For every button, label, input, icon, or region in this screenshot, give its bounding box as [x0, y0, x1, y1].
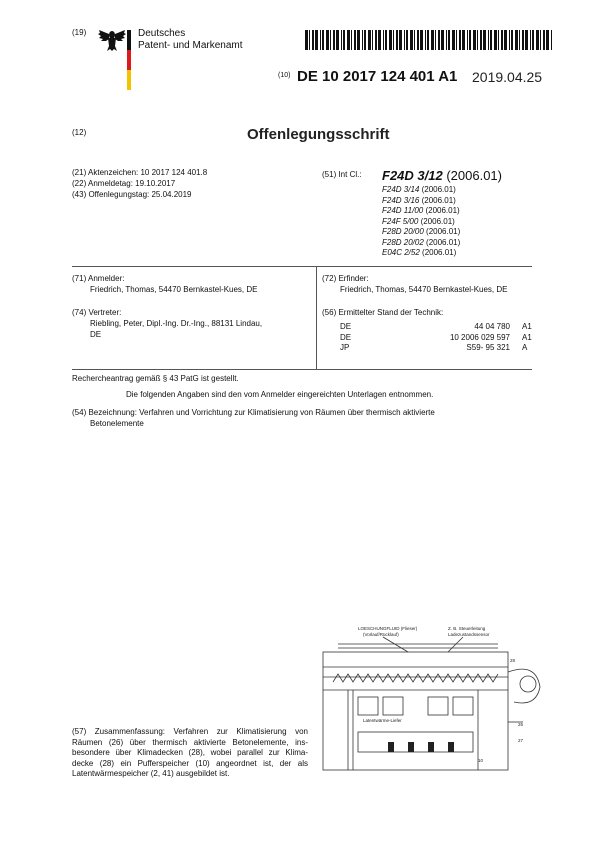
barcode-bar: [459, 30, 461, 50]
ipc-version: (2006.01): [420, 216, 455, 226]
abstract-line: decke (28) ein Pufferspeicher (10) angeordnet ist, der als: [72, 758, 308, 768]
barcode-bar: [417, 30, 419, 50]
inid-code-19: (19): [72, 28, 87, 37]
representative-label: (74) Vertreter:: [72, 308, 122, 317]
figure-label-mid: Latentwärme-Liefer: [363, 718, 402, 723]
ipc-main: [382, 168, 502, 183]
barcode-bar: [410, 30, 413, 50]
barcode-bar: [490, 30, 492, 50]
barcode-bar: [406, 30, 408, 50]
prior-art-kind: A1: [522, 322, 532, 331]
barcode-bar: [362, 30, 363, 50]
barcode-bar: [309, 30, 310, 50]
barcode-bar: [452, 30, 455, 50]
ipc-list: [382, 185, 460, 259]
office-name-line1: Deutsches: [138, 28, 186, 39]
barcode-bar: [351, 30, 352, 50]
ipc-code: F24D 3/14: [382, 185, 420, 194]
barcode-bar: [368, 30, 371, 50]
barcode-bar: [375, 30, 377, 50]
german-flag-stripe: [127, 30, 131, 90]
publication-date-line: (43) Offenlegungstag: 25.04.2019: [72, 190, 192, 199]
office-name-line2: Patent- und Markenamt: [138, 40, 243, 51]
search-request-note: Rechercheantrag gemäß § 43 PatG ist gestellt.: [72, 374, 239, 383]
barcode-bar: [305, 30, 308, 50]
barcode-bar: [536, 30, 539, 50]
barcode-bar: [427, 30, 429, 50]
barcode-bar: [477, 30, 478, 50]
prior-art-number: S59- 95 321: [466, 343, 510, 352]
info-note: Die folgenden Angaben sind den vom Anmelder eingereichten Unterlagen entnommen.: [126, 390, 434, 399]
barcode-bar: [438, 30, 440, 50]
prior-art-kind: A1: [522, 332, 532, 342]
ipc-code: F28D 20/00: [382, 227, 424, 236]
abstract-line: (57) Zusammenfassung: Verfahren zur Klimatisierung von: [72, 727, 308, 736]
ipc-version: (2006.01): [421, 185, 456, 194]
barcode-bar: [522, 30, 524, 50]
applicant-label: (71) Anmelder:: [72, 274, 125, 283]
barcode-bar: [519, 30, 520, 50]
barcode-bar: [357, 30, 360, 50]
figure-ref-28: 28: [510, 658, 516, 663]
ipc-main-code: F24D 3/12: [382, 168, 443, 183]
barcode-bar: [389, 30, 392, 50]
inid-code-12: (12): [72, 128, 87, 137]
prior-art-row: [340, 343, 535, 354]
prior-art-row: [340, 322, 535, 333]
barcode-bar: [399, 30, 402, 50]
document-type: Offenlegungsschrift: [247, 126, 390, 143]
barcode-bar: [480, 30, 482, 50]
barcode-bar: [456, 30, 457, 50]
figure-label-top-left-1: LOESCHUNGFLUID (Flieser): [358, 626, 418, 631]
barcode-bar: [372, 30, 373, 50]
prior-art-country: DE: [340, 332, 352, 342]
barcode-bar: [467, 30, 468, 50]
barcode: [305, 30, 555, 50]
abstract-figure: [318, 622, 548, 774]
federal-eagle-icon: [97, 26, 127, 52]
barcode-bar: [501, 30, 503, 50]
office-name: [138, 28, 243, 52]
barcode-bar: [333, 30, 335, 50]
ipc-code: F24F 5/00: [382, 216, 419, 226]
barcode-bar: [551, 30, 552, 50]
ipc-entry: [382, 206, 460, 217]
abstract-line: Räumen (26) über thermisch aktivierte Betonelemente, ins-: [72, 737, 308, 747]
barcode-bar: [354, 30, 356, 50]
barcode-bar: [341, 30, 342, 50]
barcode-bar: [515, 30, 518, 50]
barcode-bar: [462, 30, 465, 50]
barcode-bar: [393, 30, 394, 50]
barcode-bar: [469, 30, 471, 50]
barcode-bar: [414, 30, 415, 50]
prior-art-country: JP: [340, 343, 350, 352]
title-line-1: (54) Bezeichnung: Verfahren und Vorrichtung zur Klimatisierung von Räumen über thermisch aktivierte: [72, 408, 435, 417]
barcode-bar: [431, 30, 434, 50]
prior-art-number: 10 2006 029 597: [449, 332, 510, 342]
barcode-bar: [378, 30, 381, 50]
barcode-bar: [420, 30, 423, 50]
barcode-bar: [488, 30, 489, 50]
ipc-main-version: (2006.01): [446, 168, 502, 183]
divider-bottom: [72, 369, 532, 370]
barcode-bar: [525, 30, 528, 50]
barcode-bar: [448, 30, 450, 50]
barcode-bar: [509, 30, 510, 50]
ipc-version: (2006.01): [426, 237, 461, 247]
int-cl-label: (51) Int Cl.:: [322, 170, 362, 179]
barcode-bar: [435, 30, 436, 50]
figure-ref-10: 10: [478, 758, 484, 763]
representative-value-1: Riebling, Peter, Dipl.-Ing. Dr.-Ing., 88131 Lindau,: [90, 319, 263, 328]
barcode-bar: [441, 30, 444, 50]
ipc-entry: [382, 196, 460, 207]
prior-art-kind: A: [522, 343, 528, 352]
barcode-bar: [326, 30, 329, 50]
prior-art-number: 44 04 780: [474, 322, 510, 331]
publication-number: DE 10 2017 124 401 A1: [297, 68, 458, 85]
abstract: [72, 727, 308, 780]
prior-art-label: (56) Ermittelter Stand der Technik:: [322, 308, 444, 317]
barcode-bar: [385, 30, 387, 50]
barcode-bar: [343, 30, 345, 50]
barcode-bar: [532, 30, 534, 50]
barcode-bar: [330, 30, 331, 50]
barcode-bar: [473, 30, 476, 50]
ipc-entry: [382, 217, 460, 228]
ipc-code: F28D 20/02: [382, 237, 424, 247]
ipc-entry: [382, 248, 460, 259]
ipc-code: F24D 3/16: [382, 195, 420, 205]
barcode-bar: [315, 30, 318, 50]
ipc-code: F24D 11/00: [382, 206, 424, 215]
barcode-bar: [543, 30, 545, 50]
barcode-bar: [494, 30, 497, 50]
barcode-bar: [483, 30, 486, 50]
abstract-line: besondere über Klimadecken (28), wobei parallel zur Klima-: [72, 748, 308, 757]
barcode-bar: [504, 30, 507, 50]
filing-date: (22) Anmeldetag: 19.10.2017: [72, 179, 176, 188]
ipc-version: (2006.01): [425, 206, 460, 215]
barcode-bar: [446, 30, 447, 50]
prior-art-table: [340, 322, 535, 354]
barcode-bar: [383, 30, 384, 50]
barcode-bar: [364, 30, 366, 50]
inid-code-10: (10): [278, 72, 291, 79]
barcode-bar: [530, 30, 531, 50]
figure-label-top-left-2: (Vorlauf/Rücklauf): [363, 632, 399, 637]
barcode-bar: [425, 30, 426, 50]
divider-top: [72, 266, 532, 267]
barcode-bar: [322, 30, 324, 50]
barcode-bar: [336, 30, 339, 50]
prior-art-row: [340, 333, 535, 344]
ipc-version: (2006.01): [422, 248, 457, 257]
figure-ref-26: 26: [518, 722, 524, 727]
figure-label-top-right-1: Z. B. Steuerleitung: [448, 626, 486, 631]
inventor-value: Friedrich, Thomas, 54470 Bernkastel-Kues, DE: [340, 285, 508, 294]
barcode-bar: [498, 30, 499, 50]
barcode-bar: [312, 30, 314, 50]
prior-art-country: DE: [340, 322, 352, 331]
ipc-entry: [382, 185, 460, 196]
divider-vertical: [316, 266, 317, 369]
ipc-code: E04C 2/52: [382, 248, 420, 257]
barcode-bar: [511, 30, 513, 50]
barcode-bar: [347, 30, 350, 50]
ipc-entry: [382, 238, 460, 249]
figure-ref-27: 27: [518, 738, 524, 743]
applicant-value: Friedrich, Thomas, 54470 Bernkastel-Kues, DE: [90, 285, 258, 294]
publication-date: 2019.04.25: [472, 69, 543, 85]
barcode-bar: [396, 30, 398, 50]
inventor-label: (72) Erfinder:: [322, 274, 369, 283]
application-number: (21) Aktenzeichen: 10 2017 124 401.8: [72, 168, 208, 177]
barcode-bar: [546, 30, 549, 50]
title-line-2: Betonelemente: [90, 419, 144, 428]
ipc-version: (2006.01): [426, 227, 461, 236]
ipc-version: (2006.01): [421, 195, 456, 205]
ipc-entry: [382, 227, 460, 238]
barcode-bar: [540, 30, 541, 50]
abstract-line: Latentwärmespeicher (2, 41) ausgebildet ist.: [72, 769, 230, 778]
representative-value-2: DE: [90, 330, 102, 339]
figure-label-top-right-2: Ladezustandssensor: [448, 632, 490, 637]
barcode-bar: [320, 30, 321, 50]
barcode-bar: [404, 30, 405, 50]
